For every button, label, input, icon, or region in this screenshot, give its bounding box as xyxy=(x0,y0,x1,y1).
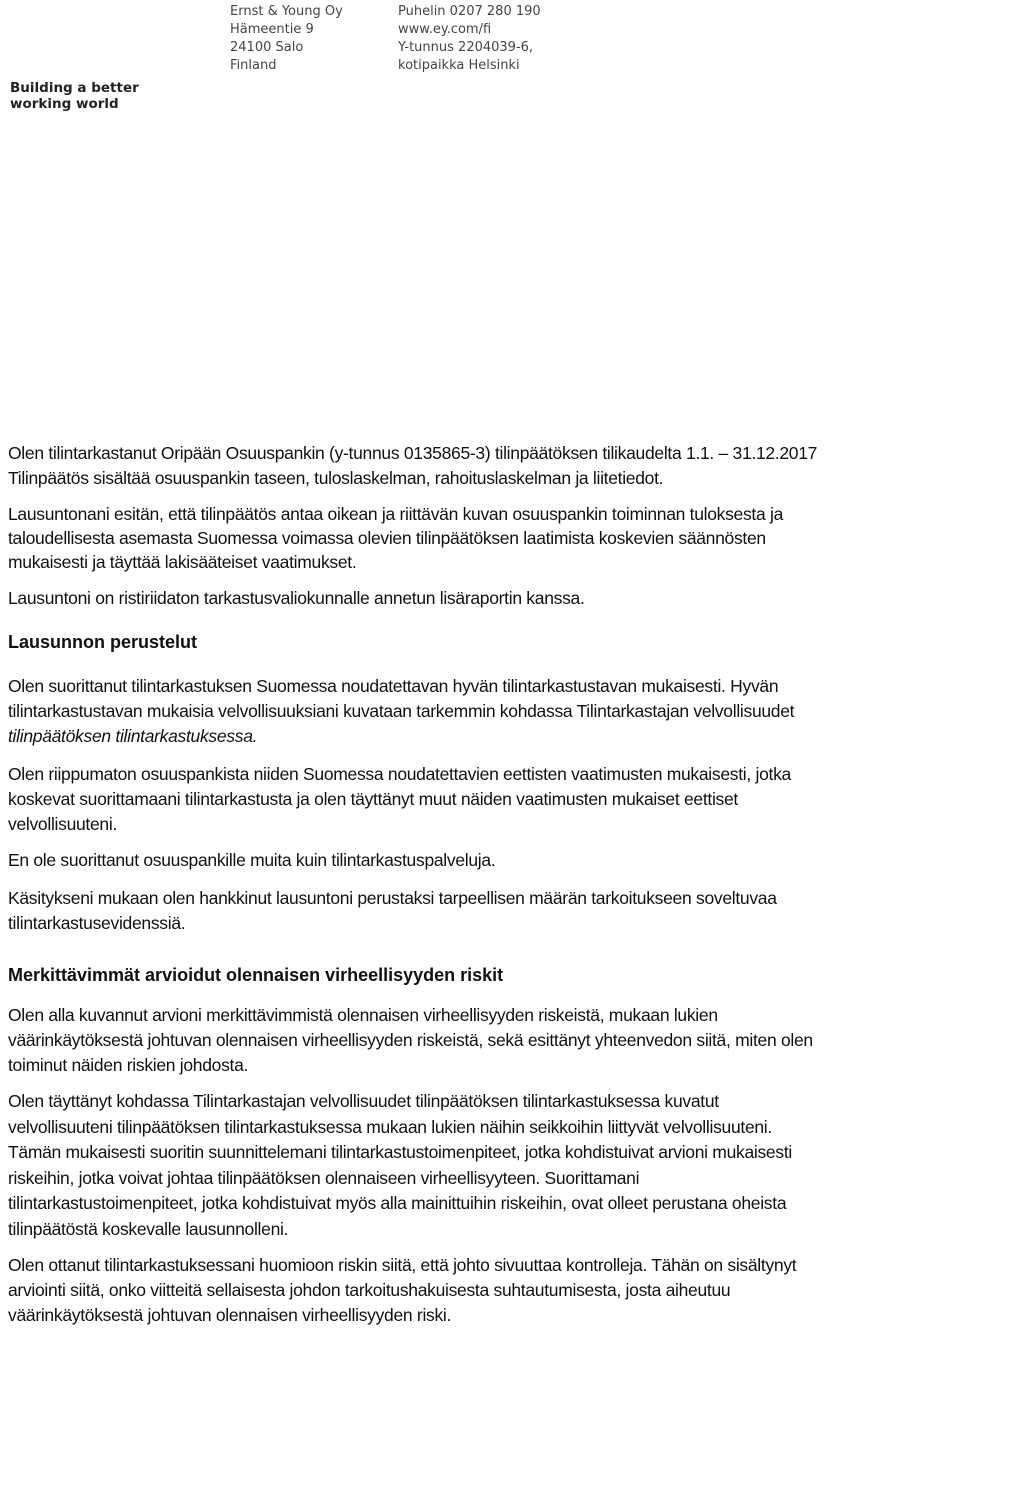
contact-line: Puhelin 0207 280 190 xyxy=(398,4,541,19)
text-line: tilinpäätöksen tilintarkastuksessa. xyxy=(8,725,258,746)
address-line: Hämeentie 9 xyxy=(230,22,314,37)
contact-line: kotipaikka Helsinki xyxy=(398,58,520,73)
paragraph-non-audit-services xyxy=(8,848,1020,873)
contact-line: www.ey.com/fi xyxy=(398,22,492,37)
paragraph-opinion-scope xyxy=(8,441,1020,490)
text-line: Käsitykseni mukaan olen hankkinut lausuntoni perustaksi tarpeellisen määrän tarkoitukseen soveltuvaa xyxy=(8,888,777,908)
paragraph-risks-overview xyxy=(8,1003,1020,1078)
text-line: tilintarkastustavan mukaisia velvollisuuksiani kuvataan tarkemmin kohdassa Tilintarkastajan velvollisuudet xyxy=(8,700,795,721)
text-line: taloudellisesta asemasta Suomessa voimassa olevien tilinpäätöksen laatimista koskevien säännösten xyxy=(8,528,766,548)
text-line: tilintarkastusevidenssiä. xyxy=(8,912,186,933)
text-line: koskevat suorittamaani tilintarkastusta ja olen täyttänyt muut näiden vaatimusten mukaiset eettiset xyxy=(8,788,738,809)
paragraph-opinion xyxy=(8,502,1020,574)
paragraph-management-override xyxy=(8,1253,1020,1328)
document-body xyxy=(8,441,1020,1328)
letterhead xyxy=(0,0,1024,120)
heading-basis-for-opinion: Lausunnon perustelut xyxy=(8,631,197,652)
text-line: Lausuntoni on ristiriidaton tarkastusvaliokunnalle annetun lisäraportin kanssa. xyxy=(8,588,585,608)
heading-key-audit-matters: Merkittävimmät arvioidut olennaisen virheellisyyden riskit xyxy=(8,965,504,985)
text-line: Tämän mukaisesti suoritin suunnittelemani tilintarkastustoimenpiteet, jotka kohdistuivat arvioni mukaisesti xyxy=(8,1142,792,1162)
text-line: velvollisuuteni. xyxy=(8,813,118,834)
text-line: Olen suorittanut tilintarkastuksen Suomessa noudatettavan hyvän tilintarkastustavan mukaisesti. Hyvän xyxy=(8,675,779,696)
address-line: Finland xyxy=(230,58,277,73)
text-line: väärinkäytöksestä johtuvan olennaisen virheellisyyden riskeistä, sekä esittänyt yhteenvedon siitä, miten olen xyxy=(8,1030,813,1050)
company-contact xyxy=(398,3,541,75)
text-line: mukaisesti ja täyttää lakisääteiset vaatimukset. xyxy=(8,552,357,572)
paragraph-evidence xyxy=(8,886,1020,935)
tagline xyxy=(10,80,139,112)
paragraph-basis xyxy=(8,674,1020,749)
text-line: Olen täyttänyt kohdassa Tilintarkastajan velvollisuudet tilinpäätöksen tilintarkastuksessa kuvatut xyxy=(8,1091,719,1111)
company-address xyxy=(230,3,343,75)
text-line: En ole suorittanut osuuspankille muita kuin tilintarkastuspalveluja. xyxy=(8,849,496,870)
tagline-line: Building a better xyxy=(10,80,139,96)
text-line: toiminut näiden riskien johdosta. xyxy=(8,1055,249,1075)
paragraph-responsibilities xyxy=(8,1089,1020,1242)
text-line: tilinpäätöstä koskevalle lausunnolleni. xyxy=(8,1218,289,1239)
text-line: Lausuntonani esitän, että tilinpäätös antaa oikean ja riittävän kuvan osuuspankin toiminnan tuloksesta ja xyxy=(8,504,784,524)
text-line: riskeihin, jotka voivat johtaa tilinpäätöksen olennaiseen virheellisyyteen. Suorittamani xyxy=(8,1167,640,1188)
address-line: 24100 Salo xyxy=(230,40,304,55)
text-line: Olen tilintarkastanut Oripään Osuuspankin (y-tunnus 0135865-3) tilinpäätöksen tilikaudelta 1.1. – 31.12.2017 xyxy=(8,443,818,463)
paragraph-consistency xyxy=(8,586,1020,611)
text-line: väärinkäytöksestä johtuvan olennaisen virheellisyyden riski. xyxy=(8,1305,452,1325)
text-line: arviointi siitä, onko viitteitä sellaisesta johdon tarkoitushakuisesta suhtautumisesta, josta aiheutuu xyxy=(8,1280,731,1300)
text-line: tilintarkastustoimenpiteet, jotka kohdistuivat myös alla mainittuihin riskeihin, ovat olleet perustana oheista xyxy=(8,1193,787,1213)
text-line: velvollisuuteni tilinpäätöksen tilintarkastuksessa mukaan lukien näihin seikkoihin liittyvät velvollisuuteni. xyxy=(8,1116,772,1137)
text-line: Olen ottanut tilintarkastuksessani huomioon riskin siitä, että johto sivuuttaa kontrolleja. Tähän on sisältynyt xyxy=(8,1255,797,1275)
text-line: Olen alla kuvannut arvioni merkittävimmistä olennaisen virheellisyyden riskeistä, mukaan lukien xyxy=(8,1005,718,1025)
tagline-line: working world xyxy=(10,96,119,112)
text-line: Olen riippumaton osuuspankista niiden Suomessa noudatettavien eettisten vaatimusten mukaisesti, jotka xyxy=(8,763,791,784)
text-line: Tilinpäätös sisältää osuuspankin taseen, tuloslaskelman, rahoituslaskelman ja liitetiedot. xyxy=(8,467,664,488)
address-line: Ernst & Young Oy xyxy=(230,4,343,19)
contact-line: Y-tunnus 2204039-6, xyxy=(398,40,534,55)
paragraph-independence xyxy=(8,762,1020,837)
